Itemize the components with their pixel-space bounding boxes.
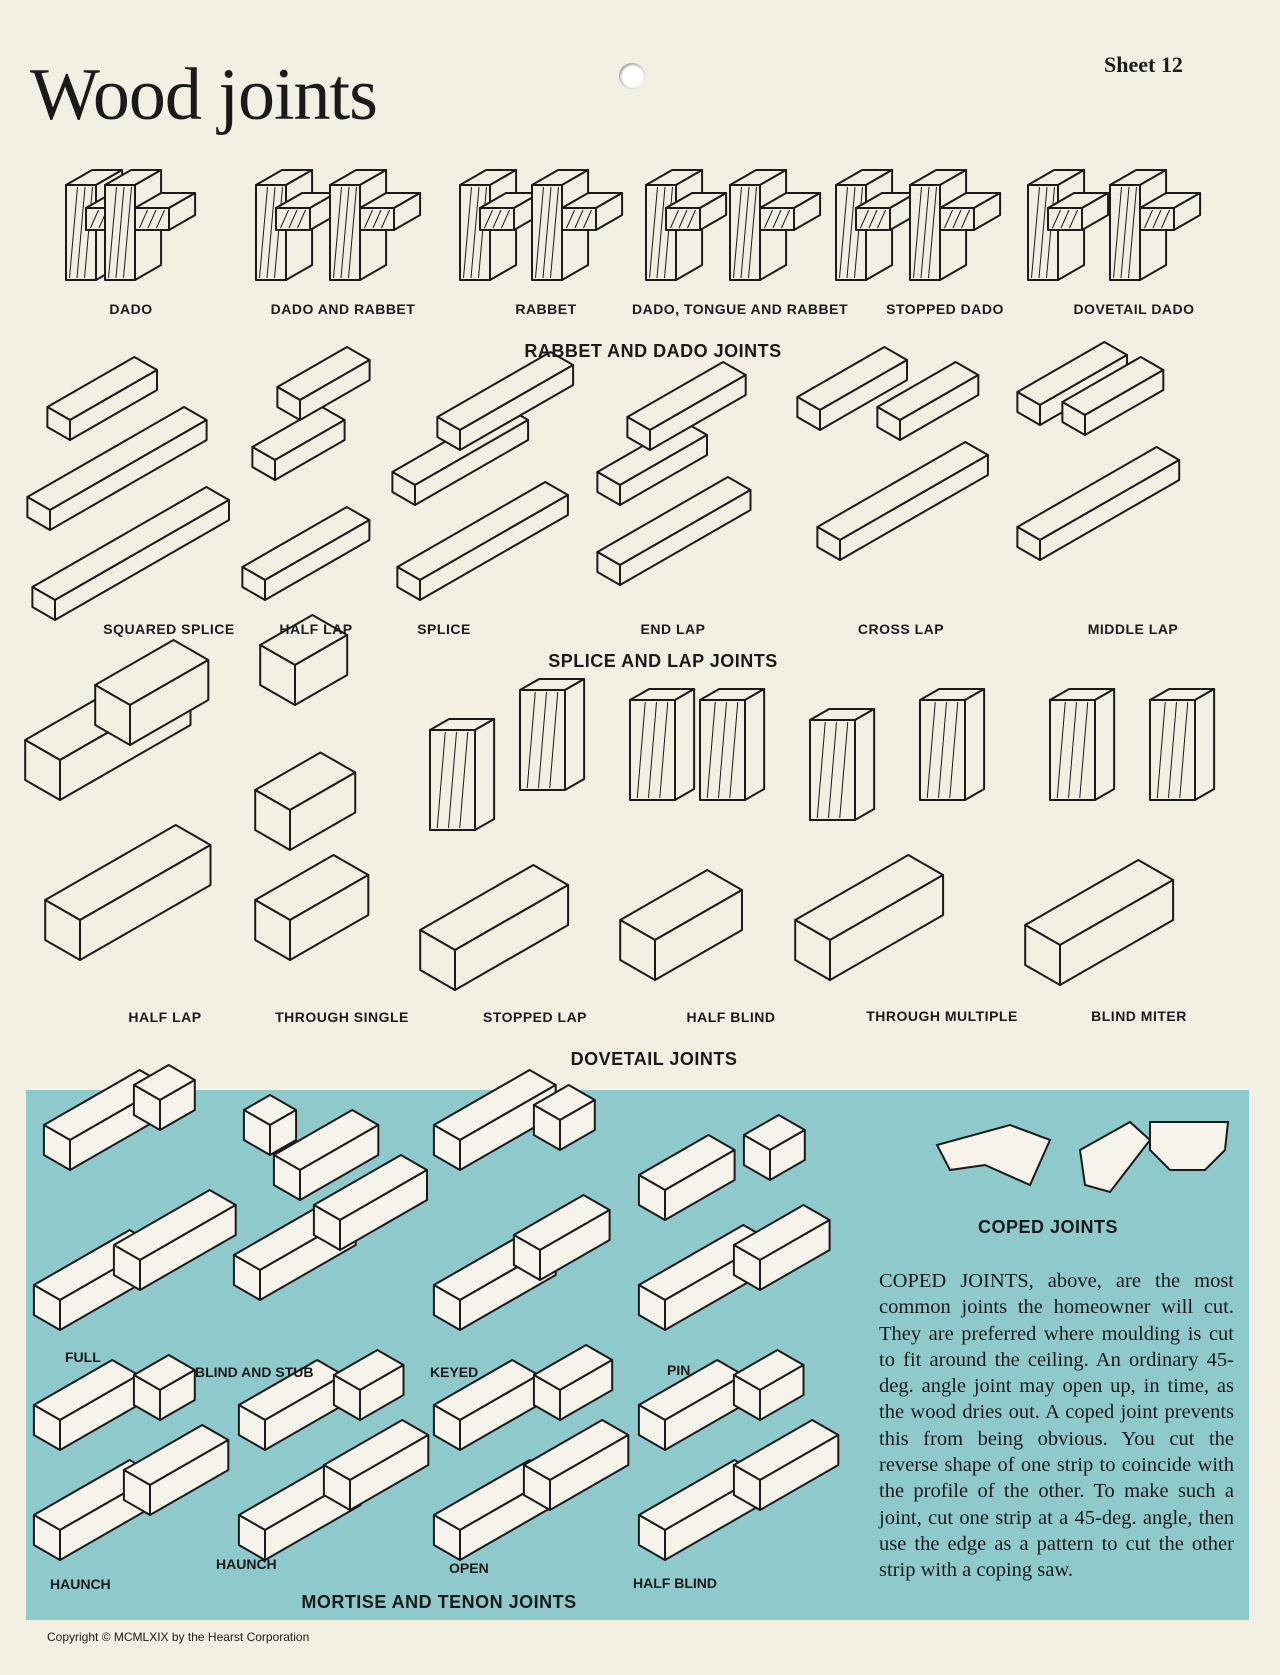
coped-description: COPED JOINTS, above, are the most common joints the homeowner will cut. They are preferred where moulding is cut to fit around the ceiling. An ordinary 45-deg. angle joint may open up, in time, as the wood dries out. A coped joint prevents this from being obvious. You cut the reverse shape of one strip to coincide with the profile of the other. To make such a joint, cut one strip at a 45-deg. angle, then use the edge as a pattern to cut the other strip with a coping saw. — [879, 1270, 1234, 1582]
label-end-lap: END LAP — [640, 621, 706, 637]
beam-block-icon — [734, 1420, 838, 1510]
beam-block-icon — [734, 1205, 830, 1290]
label-dovetail-dado: DOVETAIL DADO — [1073, 301, 1195, 317]
beam-block-icon — [639, 1135, 735, 1220]
sheet-number: Sheet 12 — [1104, 52, 1183, 77]
label-full: FULL — [65, 1349, 101, 1365]
beam-block-icon — [639, 1360, 743, 1450]
label-blind-miter: BLIND MITER — [1091, 1008, 1187, 1024]
label-blind-and-stub: BLIND AND STUB — [195, 1364, 314, 1380]
label-dovetail-half-lap: HALF LAP — [128, 1009, 202, 1025]
beam-block-icon — [134, 1355, 195, 1420]
label-rabbet: RABBET — [515, 301, 577, 317]
beam-block-icon — [124, 1425, 228, 1515]
beam-block-icon — [514, 1195, 610, 1280]
label-pin: PIN — [667, 1362, 691, 1378]
label-splice: SPLICE — [417, 621, 471, 637]
label-stopped-lap: STOPPED LAP — [482, 1009, 588, 1025]
label-stopped-dado: STOPPED DADO — [886, 301, 1004, 317]
label-dado-tongue-rabbet: DADO, TONGUE AND RABBET — [631, 301, 849, 317]
heading-splice-and-lap: SPLICE AND LAP JOINTS — [548, 651, 778, 671]
label-middle-lap: MIDDLE LAP — [1087, 621, 1179, 637]
heading-dovetail: DOVETAIL JOINTS — [570, 1049, 738, 1069]
beam-block-icon — [334, 1350, 404, 1420]
beam-block-icon — [34, 1360, 138, 1450]
beam-block-icon — [524, 1420, 628, 1510]
label-squared-splice: SQUARED SPLICE — [103, 621, 235, 637]
label-through-multiple: THROUGH MULTIPLE — [866, 1008, 1018, 1024]
beam-block-icon — [734, 1350, 804, 1420]
label-mt-half-blind: HALF BLIND — [633, 1575, 717, 1591]
beam-block-icon — [744, 1115, 805, 1180]
page-title: Wood joints — [30, 54, 377, 136]
label-half-blind: HALF BLIND — [686, 1009, 776, 1025]
label-open: OPEN — [449, 1560, 489, 1576]
label-through-single: THROUGH SINGLE — [275, 1009, 409, 1025]
label-half-lap: HALF LAP — [279, 621, 353, 637]
heading-mortise-and-tenon: MORTISE AND TENON JOINTS — [301, 1592, 577, 1612]
label-keyed: KEYED — [430, 1364, 479, 1380]
beam-block-icon — [324, 1420, 428, 1510]
heading-coped: COPED JOINTS — [977, 1217, 1119, 1237]
label-haunch-1: HAUNCH — [50, 1576, 111, 1592]
heading-rabbet-and-dado: RABBET AND DADO JOINTS — [524, 341, 782, 361]
label-cross-lap: CROSS LAP — [857, 621, 945, 637]
beam-block-icon — [114, 1190, 236, 1290]
beam-block-icon — [534, 1345, 612, 1420]
moulding-strip-icon — [1080, 1122, 1150, 1192]
label-dado: DADO — [109, 301, 153, 317]
label-haunch-2: HAUNCH — [216, 1556, 277, 1572]
moulding-strip-icon — [1150, 1122, 1228, 1170]
label-dado-and-rabbet: DADO AND RABBET — [270, 301, 416, 317]
copyright-notice: Copyright © MCMLXIX by the Hearst Corporation — [47, 1630, 310, 1644]
moulding-strip-icon — [937, 1125, 1050, 1185]
